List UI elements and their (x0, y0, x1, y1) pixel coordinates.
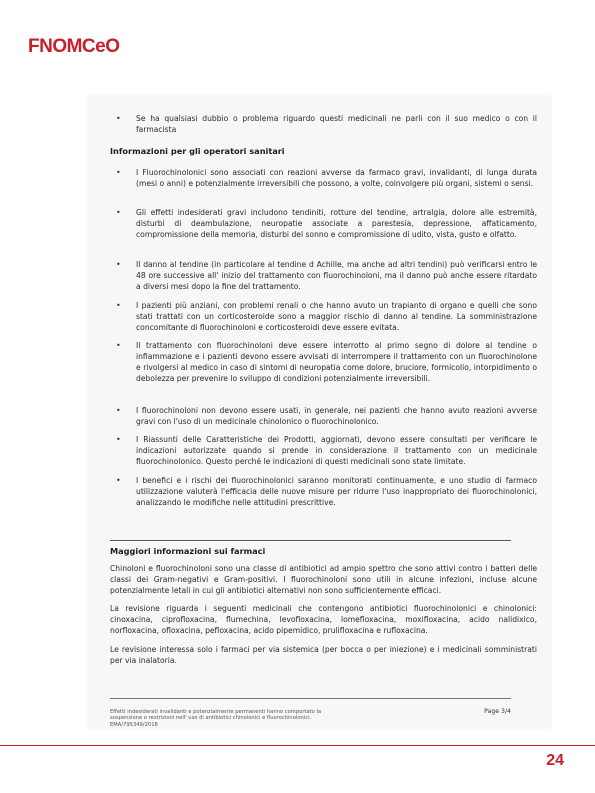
drugs-paragraph: La revisione riguarda i seguenti medicinali che contengono antibiotici fluorochinolonici e chinolonici: cinoxacina, ciprofloxacina, flumechina, levofloxacina, lomefloxacina, moxifloxacina, acido nalidixico, norfloxacina, ofloxacina, pefloxacina, acido pipemidico, prulifloxacina e rufloxacina. (110, 604, 537, 635)
bottom-divider (0, 745, 595, 746)
operators-item: • I fluorochinoloni non devono essere usati, in generale, nei pazienti che hanno avuto reazioni avverse gravi con l'uso di un medicinale chinolonico o fluorochinolonico. (110, 406, 537, 428)
scan-page-label: Page 3/4 (484, 708, 511, 715)
fnomceo-logo: FNOMCeO (28, 36, 120, 57)
footer-note-line: Effetti indesiderati invalidanti e potenzialmente permanenti hanno comportato la (110, 709, 322, 715)
footer-divider (110, 698, 511, 699)
operators-item: • Il trattamento con fluorochinoloni deve essere interrotto al primo segno di dolore al tendine o infiammazione e i pazienti devono essere avvisati di interrompere il trattamento con un fluorochinolone e rivolgersi al medico in caso di sintomi di neuropatia come dolore, bruciore, formicolio, intorpidimento o debolezza per prevenire lo sviluppo di condizioni potenzialmente irreversibili. (110, 341, 537, 385)
scan-footer-note (110, 709, 370, 728)
operators-item: • I pazienti più anziani, con problemi renali o che hanno avuto un trapianto di organo e quelli che sono stati trattati con un corticosteroide sono a maggior rischio di danno al tendine. La somministrazione concomitante di fluorochinoloni e corticosteroidi deve essere evitata. (110, 301, 537, 334)
operators-item: • Il danno al tendine (in particolare al tendine d Achille, ma anche ad altri tendini) può verificarsi entro le 48 ore successive all' inizio del trattamento con fluorochinoloni, ma il danno può anche essere ritardato a diversi mesi dopo la fine del trattamento. (110, 260, 537, 293)
operators-item: • I Fluorochinolonici sono associati con reazioni avverse da farmaco gravi, invalidanti, di lunga durata (mesi o anni) e potenzialmente irreversibili che possono, a volte, coinvolgere più organi, sistemi o sensi. (110, 168, 537, 190)
operators-item: • I Riassunti delle Caratteristiche dei Prodotti, aggiornati, devono essere consultati per verificare le indicazioni autorizzate quando si prende in considerazione il trattamento con un medicinale fluorochinolonico. Questo perché le indicazioni di questi medicinali sono state limitate. (110, 435, 537, 468)
operators-heading: Informazioni per gli operatori sanitari (110, 146, 285, 156)
intro-bullet: • Se ha qualsiasi dubbio o problema riguardo questi medicinali ne parli con il suo medico o con il farmacista (110, 114, 537, 136)
operators-item: • I benefici e i rischi dei fluorochinolonici saranno monitorati continuamente, e uno studio di farmaco utilizzazione valuterà l'efficacia delle nuove misure per ridurre l'uso inappropriato dei fluorochinolonici, analizzando le modifiche nelle attitudini prescrittive. (110, 476, 537, 509)
footer-note-line: sospensione o restrizioni nell' uso di antibiotici chinolonici e fluorochinolonici. (110, 715, 312, 722)
page-number: 24 (546, 752, 564, 769)
footer-note-line: EMA/795349/2018 (110, 721, 158, 728)
drugs-heading: Maggiori informazioni sui farmaci (110, 546, 266, 556)
drugs-paragraph: Chinoloni e fluorochinoloni sono una classe di antibiotici ad ampio spettro che sono attivi contro i batteri delle classi dei Gram-negativi e Gram-positivi. I fluorochinoloni sono utili in alcune infezioni, incluse alcune potenzialmente letali in cui gli antibiotici alternativi non sono sufficientemente efficaci. (110, 564, 537, 595)
section-divider (110, 540, 511, 541)
drugs-paragraph: Le revisione interessa solo i farmaci per via sistemica (per bocca o per iniezione) e i medicinali somministrati per via inalatoria. (110, 645, 537, 665)
scanned-document-page (88, 96, 551, 728)
operators-item: • Gli effetti indesiderati gravi includono tendiniti, rotture del tendine, artralgia, dolore alle estremità, disturbi di deambulazione, neuropatie associate a parestesia, depressione, affaticamento, compromissione della memoria, disturbi del sonno e compromissione di udito, vista, gusto e olfatto. (110, 208, 537, 241)
